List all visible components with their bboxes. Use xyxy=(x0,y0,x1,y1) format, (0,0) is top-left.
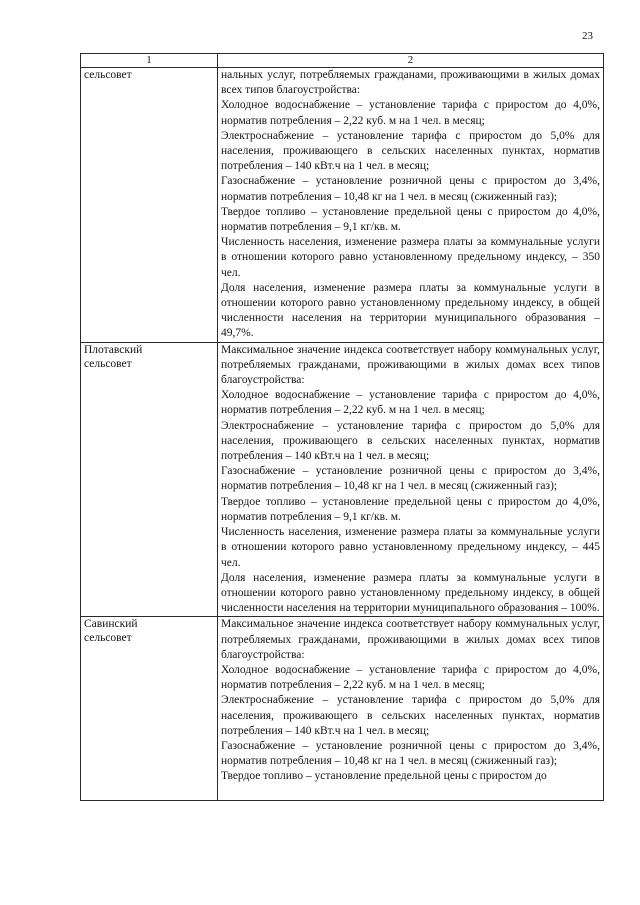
table-row xyxy=(81,342,604,617)
column-header-1: 1 xyxy=(81,54,218,68)
paragraph: Численность населения, изменение размера платы за коммунальные услуги в отношении которого равно установленному предельному индексу, – 445 чел. xyxy=(221,526,600,569)
paragraph: Численность населения, изменение размера платы за коммунальные услуги в отношении которого равно установленному предельному индексу, – 350 чел. xyxy=(221,236,600,279)
description-cell xyxy=(218,617,604,801)
paragraph: Максимальное значение индекса соответствует набору коммунальных услуг, потребляемых гражданами, проживающими в жилых домах всех типов благоустройства: xyxy=(221,618,600,661)
paragraph: Газоснабжение – установление розничной цены с приростом до 3,4%, норматив потребления – 10,48 кг на 1 чел. в месяц (сжиженный газ); xyxy=(221,465,600,493)
paragraph: Электроснабжение – установление тарифа с приростом до 5,0% для населения, проживающего в сельских населенных пунктах, норматив потребления – 140 кВт.ч на 1 чел. в месяц; xyxy=(221,419,600,463)
paragraph: Твердое топливо – установление предельной цены с приростом до 4,0%, норматив потребления – 9,1 кг/кв. м. xyxy=(221,495,600,523)
paragraph: нальных услуг, потребляемых гражданами, проживающими в жилых домах всех типов благоустройства: xyxy=(221,69,600,97)
paragraph: Доля населения, изменение размера платы за коммунальные услуги в отношении которого равно установленному предельному индексу, в общей численности населения на территории муниципального образования – 100%. xyxy=(221,571,600,615)
municipality-name: сельсовет xyxy=(84,69,132,81)
paragraph: Твердое топливо – установление предельной цены с приростом до xyxy=(221,770,547,783)
description-cell xyxy=(218,68,604,343)
paragraph: Электроснабжение – установление тарифа с приростом до 5,0% для населения, проживающего в сельских населенных пунктах, норматив потребления – 140 кВт.ч на 1 чел. в месяц; xyxy=(221,694,600,737)
page-number: 23 xyxy=(582,30,593,42)
paragraph: Холодное водоснабжение – установление тарифа с приростом до 4,0%, норматив потребления – 2,22 куб. м на 1 чел. в месяц; xyxy=(221,389,600,417)
table-row xyxy=(81,617,604,801)
paragraph: Твердое топливо – установление предельной цены с приростом до 4,0%, норматив потребления – 9,1 кг/кв. м. xyxy=(221,205,600,234)
municipality-name: Плотавский xyxy=(84,343,143,356)
paragraph: Газоснабжение – установление розничной цены с приростом до 3,4%, норматив потребления – 10,48 кг на 1 чел. в месяц (сжиженный газ); xyxy=(221,175,600,203)
paragraph: Газоснабжение – установление розничной цены с приростом до 3,4%, норматив потребления – 10,48 кг на 1 чел. в месяц (сжиженный газ); xyxy=(221,739,600,768)
municipality-cell xyxy=(81,342,218,617)
municipality-type: сельсовет xyxy=(84,357,132,370)
paragraph: Холодное водоснабжение – установление тарифа с приростом до 4,0%, норматив потребления – 2,22 куб. м на 1 чел. в месяц; xyxy=(221,99,600,127)
column-header-2: 2 xyxy=(218,54,604,68)
paragraph: Доля населения, изменение размера платы за коммунальные услуги в отношении которого равно установленному предельному индексу, в общей численности населения на территории муниципального образования – 49,7%. xyxy=(221,281,600,340)
municipality-cell xyxy=(81,68,218,343)
table-row xyxy=(81,68,604,343)
municipality-cell xyxy=(81,617,218,801)
tariff-table xyxy=(80,53,604,801)
paragraph: Максимальное значение индекса соответствует набору коммунальных услуг, потребляемых гражданами, проживающими в жилых домах всех типов благоустройства: xyxy=(221,343,600,387)
paragraph: Электроснабжение – установление тарифа с приростом до 5,0% для населения, проживающего в сельских населенных пунктах, норматив потребления – 140 кВт.ч на 1 чел. в месяц; xyxy=(221,129,600,173)
description-cell xyxy=(218,342,604,617)
municipality-name: Савинский xyxy=(84,618,138,631)
municipality-type: сельсовет xyxy=(84,632,132,645)
table-header-row xyxy=(81,54,604,68)
paragraph: Холодное водоснабжение – установление тарифа с приростом до 4,0%, норматив потребления – 2,22 куб. м на 1 чел. в месяц; xyxy=(221,663,600,692)
